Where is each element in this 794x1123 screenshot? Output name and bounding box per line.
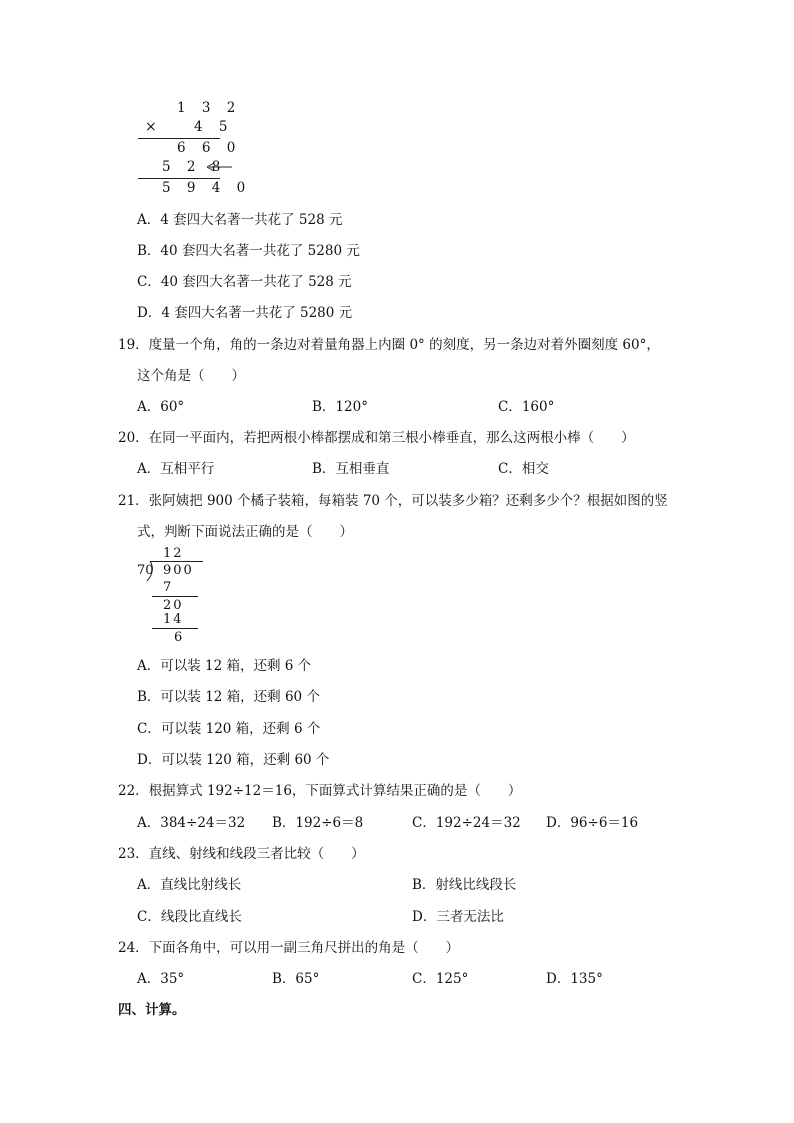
- mult-row-3: 6 6 0: [177, 140, 242, 156]
- q19-option-c: C．160°: [498, 399, 555, 415]
- q20-stem: 20．在同一平面内，若把两根小棒都摆成和第三根小棒垂直，那么这两根小棒（ ）: [118, 430, 635, 446]
- q24-option-c: C．125°: [412, 971, 469, 987]
- q20-option-b: B．互相垂直: [312, 461, 390, 477]
- q24-stem: 24．下面各角中，可以用一副三角尺拼出的角是（ ）: [118, 940, 460, 956]
- q19-stem-line2: 这个角是（ ）: [137, 368, 245, 384]
- q23-option-d: D．三者无法比: [412, 909, 504, 925]
- q20-option-a: A．互相平行: [137, 461, 215, 477]
- q21-option-c: C．可以装 120 箱，还剩 6 个: [137, 721, 321, 737]
- division-rule-2: [152, 628, 198, 629]
- q18-option-c: C．40 套四大名著一共花了 528 元: [137, 274, 352, 290]
- q24-option-a: A．35°: [137, 971, 185, 987]
- q21-option-b: B．可以装 12 箱，还剩 60 个: [137, 689, 320, 705]
- q22-option-d: D．96÷6＝16: [546, 815, 639, 831]
- q23-option-a: A．直线比射线长: [137, 877, 242, 893]
- q23-option-b: B．射线比线段长: [412, 877, 517, 893]
- q23-option-c: C．线段比直线长: [137, 909, 242, 925]
- q22-stem: 22．根据算式 192÷12＝16，下面算式计算结果正确的是（ ）: [118, 783, 522, 799]
- q24-option-d: D．135°: [546, 971, 603, 987]
- q18-option-b: B．40 套四大名著一共花了 5280 元: [137, 243, 360, 259]
- mult-rule-2: [138, 178, 220, 179]
- mult-row-4: 5 2 8: [162, 159, 227, 175]
- q22-option-c: C．192÷24＝32: [412, 815, 521, 831]
- q21-stem-line1: 21．张阿姨把 900 个橘子装箱，每箱装 70 个，可以装多少箱？还剩多少个？根据如图的竖: [118, 493, 668, 509]
- division-step-2: 20: [163, 598, 184, 613]
- division-rule-1: [152, 596, 198, 597]
- division-step-3: 14: [163, 612, 184, 627]
- q20-option-c: C．相交: [498, 461, 549, 477]
- division-dividend: 900: [163, 563, 194, 578]
- division-bracket-icon: [144, 560, 156, 582]
- q24-option-b: B．65°: [272, 971, 320, 987]
- mult-row-2: 4 5: [194, 119, 234, 135]
- q21-option-d: D．可以装 120 箱，还剩 60 个: [137, 752, 330, 768]
- q22-option-b: B．192÷6＝8: [272, 815, 364, 831]
- mult-rule-1: [138, 138, 220, 139]
- q18-option-d: D．4 套四大名著一共花了 5280 元: [137, 305, 353, 321]
- division-divisor: 70: [137, 563, 154, 578]
- arrow-left-icon: [206, 161, 232, 173]
- q21-stem-line2: 式，判断下面说法正确的是（ ）: [137, 524, 353, 540]
- mult-row-5: 5 9 4 0: [162, 180, 252, 196]
- mult-row-1: 1 3 2: [177, 100, 242, 116]
- q21-option-a: A．可以装 12 箱，还剩 6 个: [137, 658, 312, 674]
- division-remainder: 6: [174, 630, 183, 645]
- q19-option-b: B．120°: [312, 399, 368, 415]
- q22-option-a: A．384÷24＝32: [137, 815, 246, 831]
- times-sign: ×: [145, 119, 157, 135]
- division-bar: [150, 561, 203, 562]
- q18-option-a: A．4 套四大名著一共花了 528 元: [137, 212, 343, 228]
- q23-stem: 23．直线、射线和线段三者比较（ ）: [118, 846, 365, 862]
- q19-stem-line1: 19．度量一个角，角的一条边对着量角器上内圈 0° 的刻度，另一条边对着外圈刻度 60°，: [118, 337, 660, 353]
- division-quotient: 12: [163, 546, 184, 561]
- division-step-1: 7: [163, 580, 172, 595]
- section-4-title: 四、计算。: [118, 1002, 186, 1018]
- q19-option-a: A．60°: [137, 399, 185, 415]
